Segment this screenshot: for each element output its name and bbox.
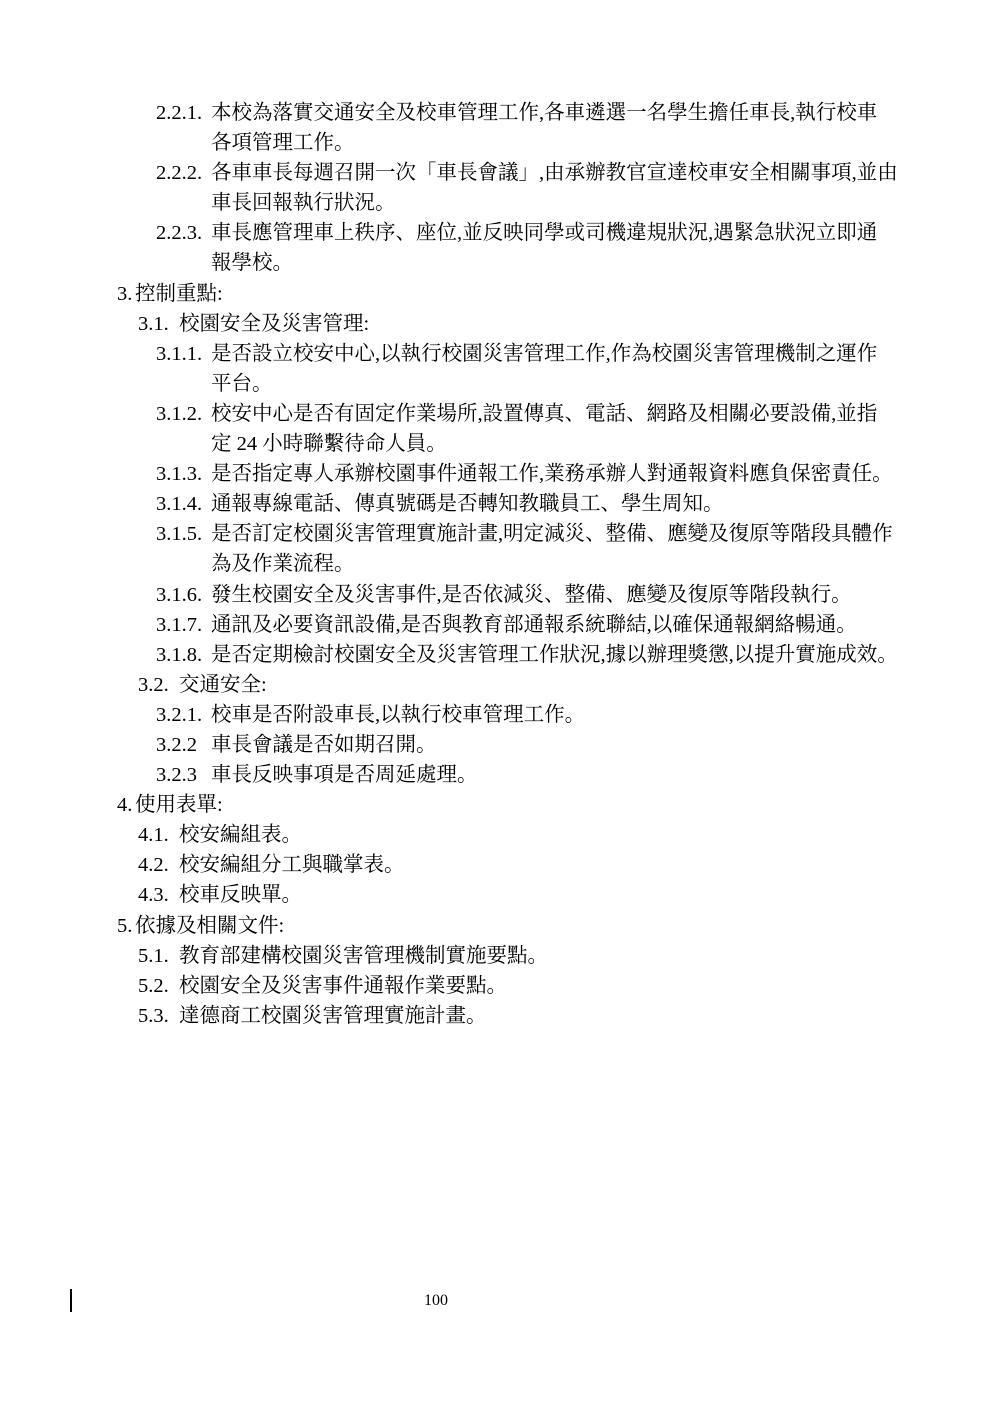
page-number: 100 [424,1292,448,1309]
list-item [0,880,1000,910]
list-item [0,459,1000,489]
list-item-number: 5. [117,914,133,937]
list-item [0,98,1000,158]
list-item [0,489,1000,519]
list-item-line: 報學校。 [211,252,293,275]
list-item-line: 達德商工校園災害管理實施計畫。 [179,1004,487,1027]
list-item-line: 車長會議是否如期召開。 [211,733,437,756]
list-item [0,820,1000,850]
list-item [0,941,1000,971]
list-item-number: 4.1. [138,824,169,847]
list-item-number: 3. [117,282,133,305]
list-item-line: 校安中心是否有固定作業場所,設置傳真、電話、網路及相關必要設備,並指 [211,402,878,425]
list-item-line: 是否設立校安中心,以執行校園災害管理工作,作為校園災害管理機制之運作 [211,342,878,365]
list-item-line: 交通安全: [179,673,267,696]
list-item-line: 校車反映單。 [179,884,302,907]
list-item [0,790,1000,820]
list-item [0,911,1000,941]
list-item-line: 本校為落實交通安全及校車管理工作,各車遴選一名學生擔任車長,執行校車 [211,102,878,124]
list-item [0,218,1000,278]
list-item [0,1001,1000,1031]
list-item [0,279,1000,309]
list-item-line: 控制重點: [135,282,223,305]
list-item-line: 是否定期檢討校園安全及災害管理工作狀況,據以辦理獎懲,以提升實施成效。 [211,643,898,666]
list-item-number: 3.2. [138,673,169,696]
list-item-number: 4.3. [138,884,169,907]
list-item [0,971,1000,1001]
list-item-line: 平台。 [211,372,273,395]
list-item-line: 車長應管理車上秩序、座位,並反映同學或司機違規狀況,遇緊急狀況立即通 [211,222,878,245]
document-body [0,98,1000,1031]
list-item-line: 校安編組分工與職掌表。 [179,854,405,877]
list-item-line: 定 24 小時聯繫待命人員。 [211,433,447,456]
list-item [0,580,1000,610]
list-item [0,610,1000,640]
list-item-line: 使用表單: [135,794,223,817]
list-item-line: 校安編組表。 [179,824,302,847]
list-item-number: 3.1.3. [156,463,203,486]
list-item [0,640,1000,670]
list-item [0,399,1000,459]
list-item-number: 3.1.2. [156,402,203,425]
list-item-number: 3.1.6. [156,583,203,606]
list-item [0,339,1000,399]
list-item-number: 3.1. [138,312,169,335]
list-item [0,850,1000,880]
list-item-line: 車長回報執行狀況。 [211,192,396,215]
list-item-number: 3.1.8. [156,643,203,666]
list-item-line: 依據及相關文件: [135,914,285,937]
list-item-number: 3.1.7. [156,613,203,636]
list-item [0,670,1000,700]
text-cursor-bar [70,1289,72,1312]
list-item-line: 各車車長每週召開一次「車長會議」,由承辦教官宣達校車安全相關事項,並由 [211,162,898,185]
list-item-number: 3.1.4. [156,493,203,516]
list-item-line: 發生校園安全及災害事件,是否依減災、整備、應變及復原等階段執行。 [211,583,852,606]
list-item-number: 2.2.3. [156,222,203,245]
list-item-number: 5.2. [138,974,169,997]
list-item-line: 車長反映事項是否周延處理。 [211,764,478,787]
list-item [0,158,1000,218]
list-item-line: 教育部建構校園災害管理機制實施要點。 [179,944,548,967]
list-item-line: 為及作業流程。 [211,553,355,576]
list-item-number: 2.2.2. [156,162,203,185]
list-item-number: 3.2.3 [156,764,197,787]
list-item-line: 是否指定專人承辦校園事件通報工作,業務承辦人對通報資料應負保密責任。 [211,463,893,486]
list-item [0,519,1000,579]
list-item-number: 5.3. [138,1004,169,1027]
list-item-line: 各項管理工作。 [211,132,355,155]
list-item-number: 4. [117,794,133,817]
list-item [0,309,1000,339]
list-item-number: 5.1. [138,944,169,967]
list-item-number: 2.2.1. [156,102,203,124]
list-item-line: 通訊及必要資訊設備,是否與教育部通報系統聯結,以確保通報網絡暢通。 [211,613,857,636]
list-item [0,760,1000,790]
list-item-number: 3.1.5. [156,523,203,546]
list-item-line: 通報專線電話、傳真號碼是否轉知教職員工、學生周知。 [211,493,724,516]
list-item-number: 3.2.1. [156,703,203,726]
list-item-line: 校車是否附設車長,以執行校車管理工作。 [211,703,586,726]
list-item-number: 3.2.2 [156,733,197,756]
list-item-line: 校園安全及災害管理: [179,312,370,335]
list-item [0,700,1000,730]
list-item [0,730,1000,760]
list-item-number: 4.2. [138,854,169,877]
list-item-line: 校園安全及災害事件通報作業要點。 [179,974,507,997]
list-item-number: 3.1.1. [156,342,203,365]
list-item-line: 是否訂定校園災害管理實施計畫,明定減災、整備、應變及復原等階段具體作 [211,523,893,546]
